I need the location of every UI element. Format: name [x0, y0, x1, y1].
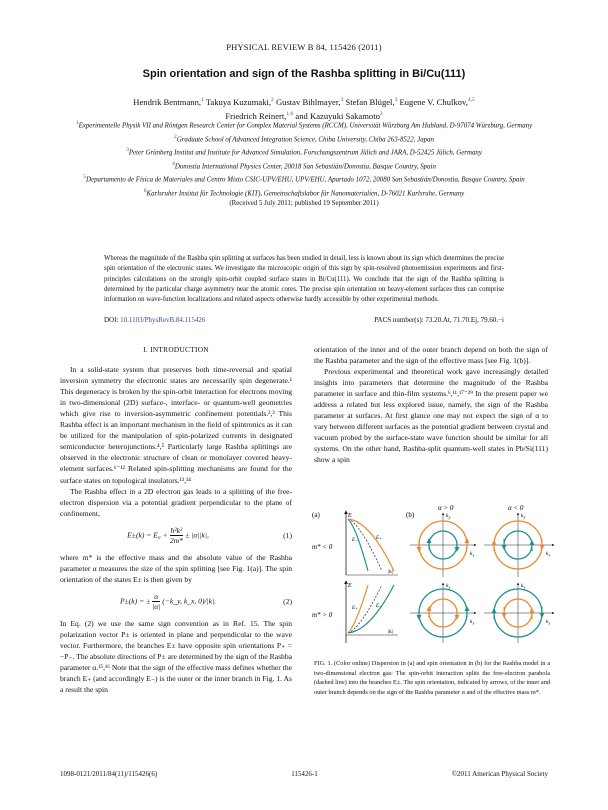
author: Takuya Kuzumaki, [203, 96, 272, 107]
spin-texture-top-alpha-positive [410, 513, 476, 577]
figure-1-graphic [310, 505, 558, 645]
affiliation: $^3$Peter Grünberg Institut and Institute for Advanced Simulation, Forschungszentrum Jülich and JARA, D-52425 Jülich, Germany [126, 147, 482, 157]
svg-text:kx: $k_x$ [546, 551, 551, 558]
paragraph: where m* is the effective mass and the absolute value of the Rashba parameter α measures the size of the spin splitting [see Fig. 1(a)]. The spin orientation of the states E± is then given by [60, 552, 292, 584]
svg-text:E₊: E₊ [352, 606, 358, 611]
right-column [314, 344, 548, 466]
doi-link[interactable]: 10.1103/PhysRevB.84.115426 [120, 316, 206, 324]
alpha-positive-label: α > 0 [438, 505, 454, 512]
paragraph: The Rashba effect in a 2D electron gas leads to a splitting of the free-electron dispersion via a potential gradient perpendicular to the plane of confinement, [60, 486, 292, 518]
affiliation: $^5$Departamento de Física de Materiales and Centro Mixto CSIC-UPV/EHU, UPV/EHU, Apartado 1072, 20080 San Sebastián/Donostia, Basque Country, Spain [83, 174, 525, 184]
svg-text:|k|: |k| [388, 629, 393, 635]
svg-text:ky: $k_y$ [446, 583, 451, 590]
spin-texture-bottom-alpha-positive [410, 583, 476, 643]
spin-texture-top-alpha-negative [484, 513, 554, 577]
section-heading: I. INTRODUCTION [143, 345, 209, 354]
svg-text:kx: $k_x$ [470, 619, 475, 626]
author-list: Hendrik Bentmann,$^1$ Takuya Kuzumaki,$^2$ Gustav Bihlmayer,$^3$ Stefan Blügel,$^3$ Eugene V. Chulkov,$^{4,5}$ Friedrich Reinert,$^{1,6}$ and Kazuyuki Sakamoto$^2$ [133, 96, 475, 121]
svg-text:E₋: E₋ [352, 538, 358, 543]
affiliation: $^6$Karlsruher Institut für Technologie (KIT), Gemeinschaftslabor für Nanomaterialien, D-76021 Karlsruhe, Germany [143, 187, 465, 197]
author: Gustav Bihlmayer, [273, 96, 341, 107]
svg-text:E₊: E₊ [376, 536, 382, 541]
author: Hendrik Bentmann, [133, 96, 202, 107]
page-number: 115426-1 [291, 770, 318, 778]
left-column [60, 344, 292, 695]
figure-caption: FIG. 1. (Color online) Dispersion in (a) and spin orientation in (b) for the Rashba model in a two-dimensional electron gas: The spin-orbit interaction splits the free-electron parabola (dashed line) into the branches E±. The spin orientation, indicated by arrows, of the inner and outer branch depends on the sign of the Rashba parameter α and of the effective mass m*. [314, 660, 550, 697]
svg-text:kx: $k_x$ [470, 551, 475, 558]
affiliation: $^2$Graduate School of Advanced Integration Science, Chiba University, Chiba 263-8522, Japan [173, 133, 435, 143]
equation-number: (2) [283, 596, 292, 606]
pacs-numbers: PACS number(s): 73.20.At, 71.70.Ej, 79.60.−i [374, 316, 504, 324]
author: Stefan Blügel, [343, 96, 395, 107]
panel-b-label: (b) [406, 511, 415, 519]
equation-2: P±(k) = ± $\frac{\alpha}{|\alpha|}$ (−k_y, k_x, 0)/|k|. (2) [119, 591, 292, 611]
panel-a-label: (a) [312, 511, 320, 519]
abstract: Whereas the magnitude of the Rashba spin splitting at surfaces has been studied in detail, less is known about its sign which determines the precise spin orientation of the electronic states. We investigate the microscopic origin of this sign by spin-resolved photoemission experiments and first-principles calculations on the strongly spin-orbit coupled surface states in Bi/Cu(111). We conclude that the sign of the Rashba splitting is determined by the particular charge asymmetry near the atomic cores. The precise spin orientation on heavy-element surfaces thus can comprise information on wave-function localizations and related aspects otherwise hardly accessible by other experimental methods. [104, 255, 504, 304]
running-head: PHYSICAL REVIEW B 84, 115426 (2011) [226, 42, 382, 52]
paragraph: In a solid-state system that preserves both time-reversal and spatial inversion symmetry the electronic states are necessarily spin degenerate.¹ This degeneracy is broken by the spin-orbit interaction for electrons moving in two-dimensional (2D) surface-, interface- or quantum-well geometries which give rise to inversion-asymmetric confinement potentials.²,³ This Rashba effect is an important mechanism in the field of spintronics as it can be utilized for the manipulation of spin-polarized currents in designated semiconductor heterojunctions.⁴,⁵ Particularly large Rashba splittings are observed in the electronic structure of clean or monolayer covered heavy-element surfaces.⁶⁻¹² Related spin-splitting mechanisms are found for the surface states on topological insulators.¹³,¹⁴ [60, 365, 292, 485]
mass-positive-label: m* > 0 [312, 611, 333, 619]
svg-text:kx: $k_x$ [546, 619, 551, 626]
affiliations [30, 118, 578, 209]
svg-text:E₋: E₋ [376, 604, 382, 609]
copyright: ©2011 American Physical Society [451, 770, 548, 778]
equation-1: E±(k) = E₀ + $\frac{\text{ħ²k²}}{2m*}$ ± |α||k|, (1) [127, 525, 292, 545]
alpha-negative-label: α < 0 [508, 505, 524, 512]
dispersion-top [346, 511, 398, 575]
author: Friedrich Reinert, [225, 110, 287, 121]
dispersion-bottom [346, 581, 398, 643]
paragraph: orientation of the inner and of the outer branch depend on both the sign of the Rashba parameter and the sign of the effective mass [see Fig. 1(b)]. [314, 345, 548, 366]
received-date: (Received 5 July 2011; published 19 September 2011) [229, 200, 379, 207]
svg-text:ky: $k_y$ [446, 513, 451, 520]
equation-number: (1) [283, 530, 292, 540]
paragraph: Previous experimental and theoretical work gave increasingly detailed insights into parameters that determine the magnitude of the Rashba parameter in surface and thin-film systems.⁶,¹¹,¹⁷⁻²⁹ In the present paper we address a related but less explored issue, namely, the sign of the Rashba parameter at surfaces. At first glance one may not expect the sign of α to vary between different surfaces as the potential gradient between crystal and vacuum probed by the surface-state wave function should be similar for all systems. On the other hand, Rashba-split quantum-well states in Pb/Si(111) show a spin [314, 367, 548, 465]
svg-text:ky: $k_y$ [521, 583, 526, 590]
spin-texture-bottom-alpha-negative [484, 583, 554, 643]
footer-issn: 1098-0121/2011/84(11)/115426(6) [60, 770, 158, 778]
svg-text:|k|: |k| [388, 569, 393, 575]
figure-1 [310, 505, 558, 810]
paragraph: In Eq. (2) we use the same sign convention as in Ref. 15. The spin polarization vector P± is oriented in plane and perpendicular to the wave vector. Furthermore, the branches E± have opposite spin orientations P₊ = −P₋. The absolute directions of P± are determined by the sign of the Rashba parameter α.¹⁵,¹⁶ Note that the sign of the effective mass defines whether the branch E₊ (and accordingly E₋) is the outer or the inner branch in Fig. 1. As a result the spin [60, 618, 292, 695]
affiliation: $^1$Experimentelle Physik VII and Röntgen Research Center for Complex Material Systems (RCCM), Universität Würzburg Am Hubland, D-97074 Würzburg, Germany [75, 120, 533, 130]
svg-text:E: E [348, 513, 352, 519]
page-footer [60, 770, 548, 778]
mass-negative-label: m* < 0 [312, 543, 333, 551]
affiliation: $^4$Donostia International Physics Center, 20018 San Sebastián/Donostia, Basque Country, Spain [172, 160, 436, 170]
svg-text:E: E [348, 583, 352, 589]
author: Eugene V. Chulkov, [397, 96, 468, 107]
svg-text:ky: $k_y$ [521, 513, 526, 520]
paper-title: Spin orientation and sign of the Rashba splitting in Bi/Cu(111) [142, 68, 466, 80]
doi-row: DOI: 10.1103/PhysRevB.84.115426 PACS number(s): 73.20.At, 71.70.Ej, 79.60.−i [104, 316, 504, 324]
author: and Kazuyuki Sakamoto [293, 110, 380, 121]
